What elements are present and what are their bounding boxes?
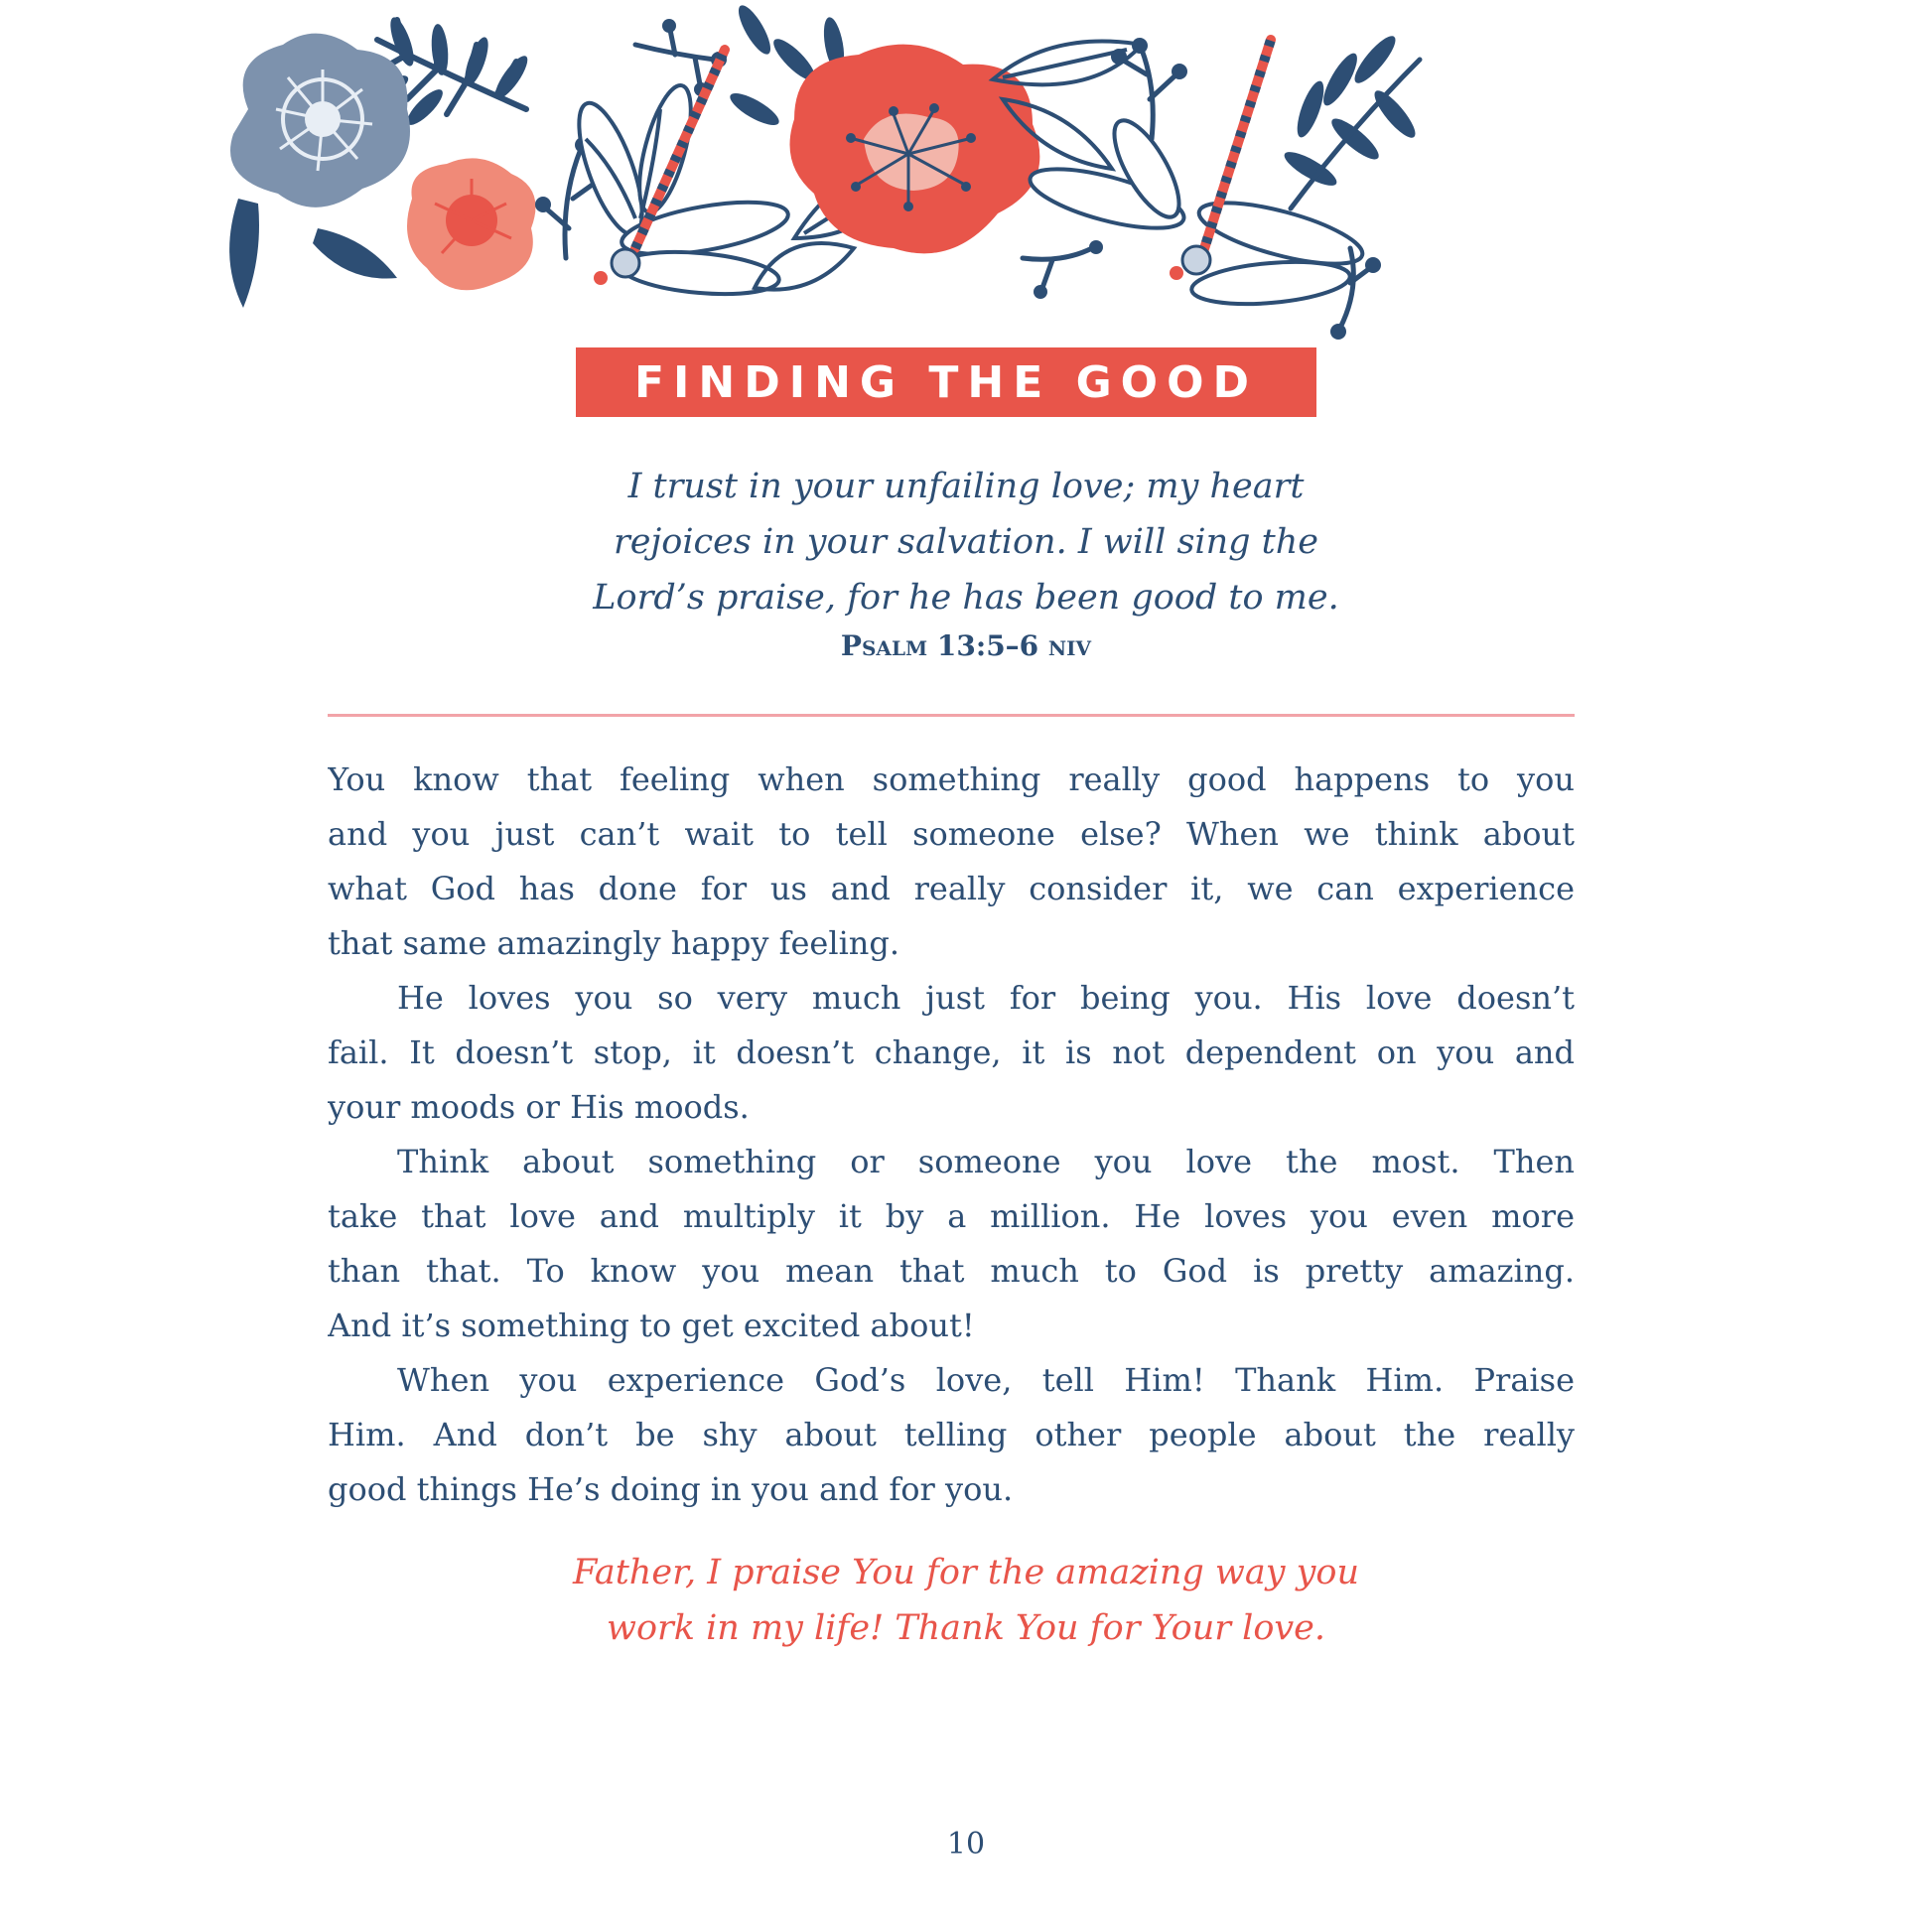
verse-line: I trust in your unfailing love; my heart bbox=[627, 467, 1305, 506]
body-line: When you experience God’s love, tell Him! Thank Him. Praise bbox=[397, 1361, 1575, 1399]
body-line: take that love and multiply it by a million. He loves you even more bbox=[328, 1197, 1575, 1235]
dragonfly-icon bbox=[566, 50, 791, 300]
small-sprig-icon bbox=[635, 30, 715, 84]
chapter-title: FINDING THE GOOD bbox=[576, 347, 1316, 417]
prayer-line: work in my life! Thank You for Your love. bbox=[606, 1608, 1325, 1648]
closing-prayer bbox=[427, 1545, 1505, 1656]
body-line: that same amazingly happy feeling. bbox=[328, 924, 900, 962]
body-line: than that. To know you mean that much to God is pretty amazing. bbox=[328, 1252, 1575, 1290]
verse-line: Lord’s praise, for he has been good to me. bbox=[593, 578, 1339, 618]
verse-line: rejoices in your salvation. I will sing the bbox=[613, 522, 1318, 562]
floral-header-illustration bbox=[199, 0, 1727, 343]
blue-flower-icon bbox=[230, 34, 410, 207]
body-line: what God has done for us and really consider it, we can experience bbox=[328, 870, 1575, 907]
body-line: Him. And don’t be shy about telling other people about the really bbox=[328, 1416, 1575, 1453]
body-line: Think about something or someone you love the most. Then bbox=[397, 1143, 1575, 1180]
section-divider bbox=[328, 714, 1575, 717]
body-line: good things He’s doing in you and for you. bbox=[328, 1470, 1014, 1508]
stem-leaf-icon bbox=[229, 199, 397, 308]
devotional-body bbox=[328, 753, 1575, 1517]
body-line: You know that feeling when something really good happens to you bbox=[328, 760, 1575, 798]
body-line: He loves you so very much just for being you. His love doesn’t bbox=[397, 979, 1575, 1017]
body-line: fail. It doesn’t stop, it doesn’t change, it is not dependent on you and bbox=[328, 1034, 1575, 1071]
red-flower-icon bbox=[790, 45, 1040, 254]
leaf-icon bbox=[1281, 31, 1422, 192]
verse-reference: Psalm 13:5–6 niv bbox=[840, 629, 1092, 662]
body-line: And it’s something to get excited about! bbox=[328, 1307, 975, 1344]
body-line: your moods or His moods. bbox=[328, 1088, 750, 1126]
salmon-flower-icon bbox=[407, 158, 536, 290]
prayer-line: Father, I praise You for the amazing way you bbox=[572, 1553, 1360, 1592]
page-number: 10 bbox=[946, 1827, 986, 1862]
scripture-verse bbox=[427, 459, 1505, 625]
body-line: and you just can’t wait to tell someone else? When we think about bbox=[328, 815, 1575, 853]
